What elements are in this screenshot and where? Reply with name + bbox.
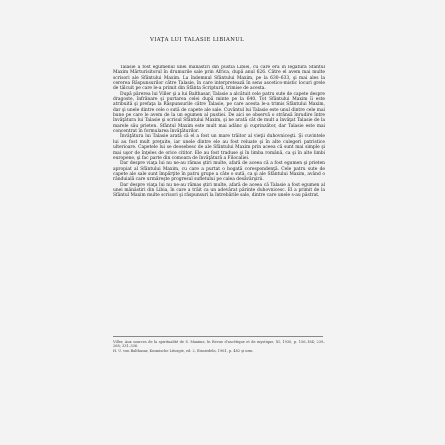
running-header: VIAŢA LUI TALASIE LIBIANUL: [150, 37, 245, 43]
paragraph: Dar despre viaţa lui nu ne-au rămas ştiri multe, afară de aceea că a fost egumen şi prieten apropiat al Sfântului Maxim, cu care a purtat o bogată corespondenţă. Cele patru sute de capete ale sale sunt împărţite în patru grupe a câte o sută, ca şi ale Sfântului Maxim, având o rânduială care urmăreşte progresul sufletului pe calea desăvârşirii.: [113, 161, 325, 183]
paragraph: După părerea lui Viller şi a lui Balthasar, Talasie a alcătuit cele patru sute de capete despre dragoste, înfrânare şi purtarea celei după minte pe la 640. Tot Sfântului Maxim îi este atribuită şi prefaţa la Răspunsurile către Talasie, pe care acesta le-a trimis Sfântului Maxim, dar şi unele dintre cele o sută de capete ale sale. Cuvântul lui Talasie este unul dintre cele mai bune pe care le avem de la un egumen al pustiei. De aici se observă o strânsă înrudire între învăţătura lui Talasie şi scrisul Sfântului Maxim, şi ne arată cât de mult a învăţat Talasie de la marele său prieten. Sfântul Maxim este mult mai adânc şi cuprinzător, dar Talasie este mai concentrat în formularea învăţăturilor.: [113, 91, 325, 135]
footnotes: [113, 340, 325, 354]
footnote-divider: [113, 336, 323, 337]
footnote: H. U. von Balthasar, Kosmische Liturgie, ed. 2, Einsiedeln, 1961, p. 482 şi urm.: [113, 348, 254, 353]
paragraph: Învăţătura lui Talasie arată că el a fost un mare trăitor al vieţii duhovniceşti. Şi cuvintele lui au fost mult preţuite, iar unele dintre ele au fost reluate şi în alte culegeri patristice ulterioare. Capetele lui se deosebesc de ale Sfântului Maxim prin aceea că sunt mai simple şi mai uşor de înţeles de orice cititor. Ele au fost traduse şi în limba română, ca şi în alte limbi europene, şi fac parte din comoara de învăţătură a Filocaliei.: [113, 134, 325, 161]
footnote: Viller, Aux sources de la spiritualité de S. Maxime, în Revue d'ascétique et de mystique, XI, 1930, p. 156–184; 239–268; 331–336.: [113, 340, 325, 349]
paragraph: Dar despre viaţa lui nu ne-au rămas ştiri multe, afară de aceea că Talasie a fost egumen al unei mănăstiri din Libia, în care a trăit ca un adevărat părinte duhovnicesc. El a primit de la Sfântul Maxim multe scrisori şi răspunsuri la întrebările sale, dintre care unele s-au păstrat.: [113, 182, 325, 199]
body-text: [113, 65, 325, 333]
paragraph: Talasie a fost egumenul unei mănăstiri din pustia Libiei, cu care era în legătură Sfântul Maxim Mărturisitorul în drumurile sale prin Africa, după anul 626. Către el avem mai multe scrisori ale Sfântului Maxim. La îndemnul Sfântului Maxim, pe la 630–633, şi mai ales la cererea Răspunsurilor către Talasie, în care interpretează în sens ascetico-mistic locuri grele de tâlcuit pe care le-a primit din Sfânta Scriptură, trimise de acesta.: [113, 65, 325, 92]
